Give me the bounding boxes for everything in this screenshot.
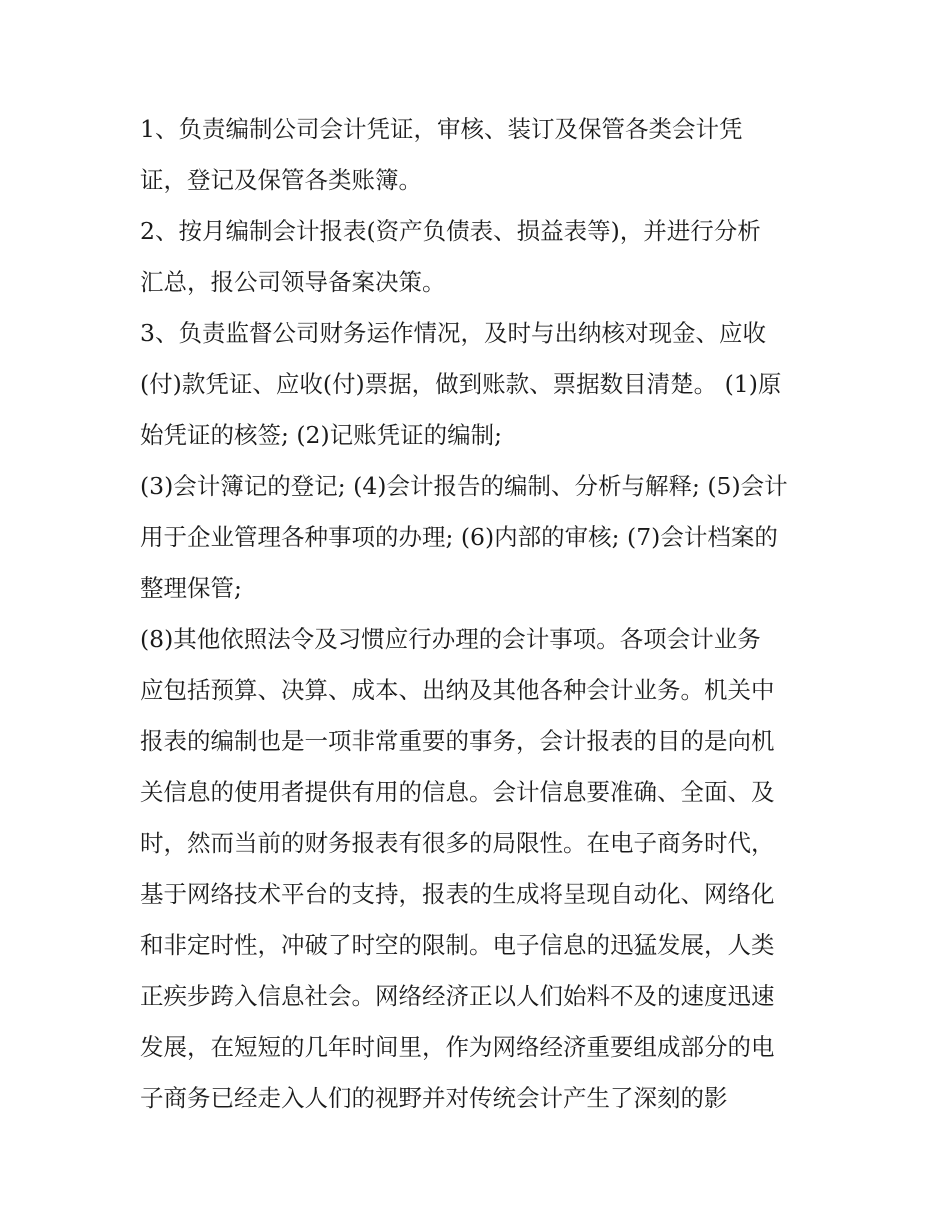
text-line: 始凭证的核签; (2)记账凭证的编制;	[140, 421, 503, 449]
document-body	[140, 104, 820, 1124]
text-line: (3)会计簿记的登记; (4)会计报告的编制、分析与解释; (5)会计	[140, 472, 788, 500]
text-line: 和非定时性，冲破了时空的限制。电子信息的迅猛发展，人类	[140, 931, 775, 959]
text-line: 整理保管;	[140, 574, 242, 602]
text-line: (8)其他依照法令及习惯应行办理的会计事项。各项会计业务	[140, 625, 761, 653]
text-line: 3、负责监督公司财务运作情况，及时与出纳核对现金、应收	[140, 319, 766, 347]
text-line: 子商务已经走入人们的视野并对传统会计产生了深刻的影	[140, 1084, 728, 1112]
text-line: 时，然而当前的财务报表有很多的局限性。在电子商务时代，	[140, 829, 775, 857]
text-line: 1、负责编制公司会计凭证，审核、装订及保管各类会计凭	[140, 115, 743, 143]
text-line: 基于网络技术平台的支持，报表的生成将呈现自动化、网络化	[140, 880, 775, 908]
text-line: 关信息的使用者提供有用的信息。会计信息要准确、全面、及	[140, 778, 775, 806]
text-line: 汇总，报公司领导备案决策。	[140, 268, 446, 296]
text-line: 证，登记及保管各类账簿。	[140, 166, 422, 194]
text-line: 2、按月编制会计报表(资产负债表、损益表等)，并进行分析	[140, 217, 761, 245]
text-line: 报表的编制也是一项非常重要的事务，会计报表的目的是向机	[140, 727, 775, 755]
text-line: 正疾步跨入信息社会。网络经济正以人们始料不及的速度迅速	[140, 982, 775, 1010]
text-line: 发展，在短短的几年时间里，作为网络经济重要组成部分的电	[140, 1033, 775, 1061]
text-line: (付)款凭证、应收(付)票据，做到账款、票据数目清楚。 (1)原	[140, 370, 782, 398]
text-line: 应包括预算、决算、成本、出纳及其他各种会计业务。机关中	[140, 676, 775, 704]
text-line: 用于企业管理各种事项的办理; (6)内部的审核; (7)会计档案的	[140, 523, 778, 551]
